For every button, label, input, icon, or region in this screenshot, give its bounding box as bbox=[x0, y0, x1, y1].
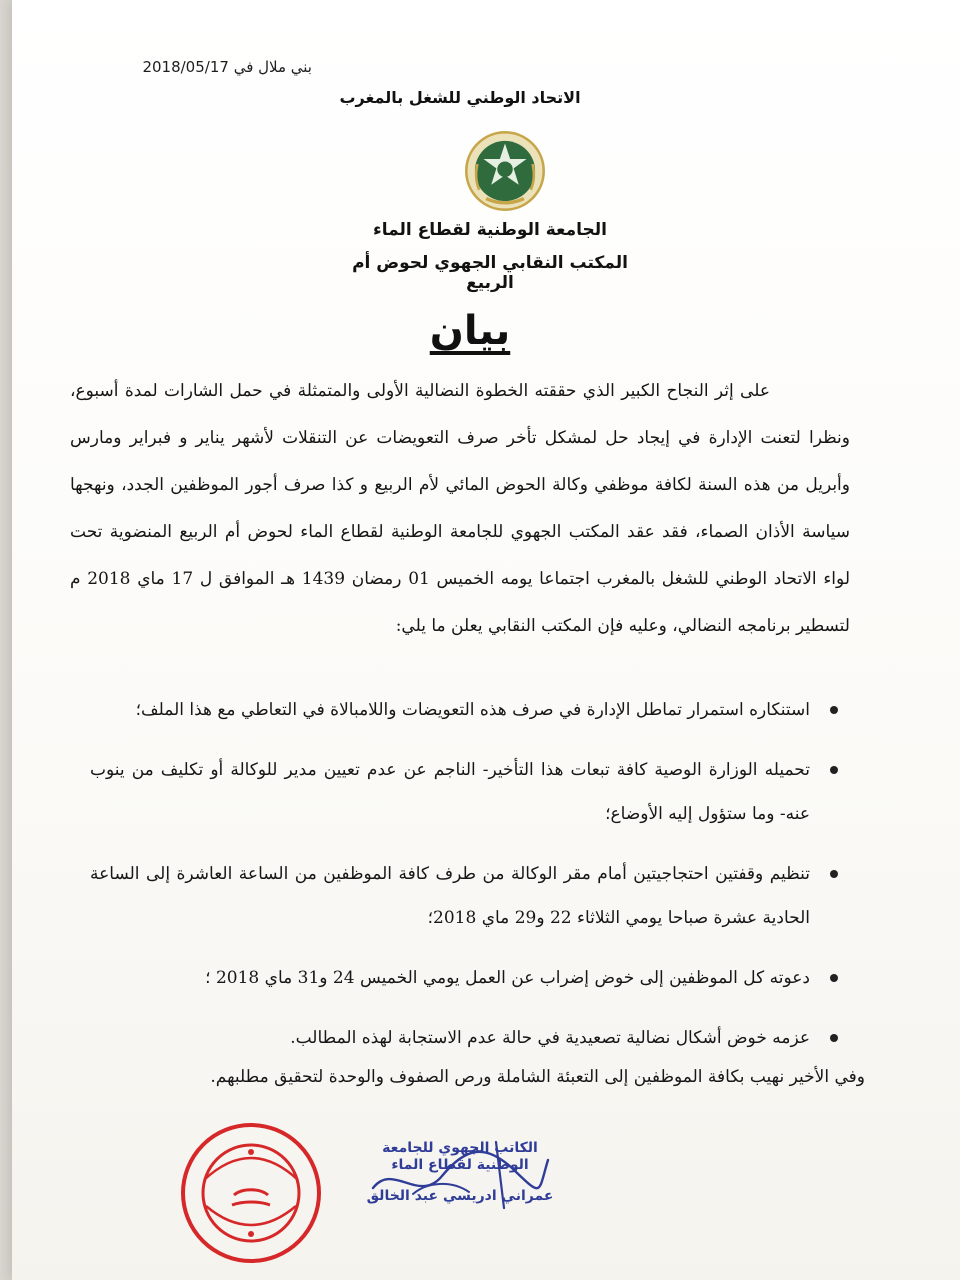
list-item: تحميله الوزارة الوصية كافة تبعات هذا التأخير- الناجم عن عدم تعيين مدير للوكالة أو تكليف من ينوب عنه- وما ستؤول إليه الأوضاع؛ bbox=[90, 748, 850, 836]
list-item: دعوته كل الموظفين إلى خوض إضراب عن العمل يومي الخميس 24 و31 ماي 2018 ؛ bbox=[90, 956, 850, 1000]
list-item: استنكاره استمرار تماطل الإدارة في صرف هذه التعويضات واللامبالاة في التعاطي مع هذا الملف؛ bbox=[90, 688, 850, 732]
official-stamp bbox=[176, 1118, 326, 1268]
closing-paragraph: وفي الأخير نهيب بكافة الموظفين إلى التعبئة الشاملة ورص الصفوف والوحدة لتحقيق مطلبهم. bbox=[210, 1067, 865, 1087]
signature-block bbox=[355, 1110, 565, 1240]
demands-list bbox=[90, 688, 850, 1076]
list-item: عزمه خوض أشكال نضالية تصعيدية في حالة عدم الاستجابة لهذه المطالب. bbox=[90, 1016, 850, 1060]
document-title: بيان bbox=[429, 308, 511, 354]
main-paragraph-block bbox=[70, 368, 850, 650]
main-paragraph: على إثر النجاح الكبير الذي حققته الخطوة النضالية الأولى والمتمثلة في حمل الشارات لمدة أسبوع، ونظرا لتعنت الإدارة في إيجاد حل لمشكل تأخر صرف التعويضات عن التنقلات لأشهر يناير و فبراير ومارس وأبريل من هذه السنة لكافة موظفي وكالة الحوض المائي لأم الربيع و كذا صرف أجور الموظفين الجدد، ونهجها سياسة الأذان الصماء، فقد عقد المكتب الجهوي للجامعة الوطنية لقطاع الماء لحوض أم الربيع المنضوية تحت لواء الاتحاد الوطني للشغل بالمغرب اجتماعا يومه الخميس 01 رمضان 1439 هـ الموافق ل 17 ماي 2018 م لتسطير برنامجه النضالي، وعليه فإن المكتب النقابي يعلن ما يلي: bbox=[70, 381, 850, 636]
document-sheet bbox=[12, 0, 960, 1280]
date-line: بني ملال في 2018/05/17 bbox=[142, 58, 312, 76]
organization-top: الاتحاد الوطني للشغل بالمغرب bbox=[339, 88, 581, 107]
list-item: تنظيم وقفتين احتجاجيتين أمام مقر الوكالة من طرف كافة الموظفين من الساعة العاشرة إلى الساعة الحادية عشرة صباحا يومي الثلاثاء 22 و29 ماي 2018؛ bbox=[90, 852, 850, 940]
sub-org-line-1: الجامعة الوطنية لقطاع الماء bbox=[373, 220, 607, 240]
signature-title: الكاتب الجهوي للجامعة الوطنية لقطاع الماء bbox=[382, 1140, 538, 1173]
union-logo bbox=[462, 128, 548, 214]
signature-name: عمراني ادريسي عبد الخالق bbox=[366, 1188, 554, 1204]
sub-org-line-2: المكتب النقابي الجهوي لحوض أم الربيع bbox=[352, 253, 628, 293]
